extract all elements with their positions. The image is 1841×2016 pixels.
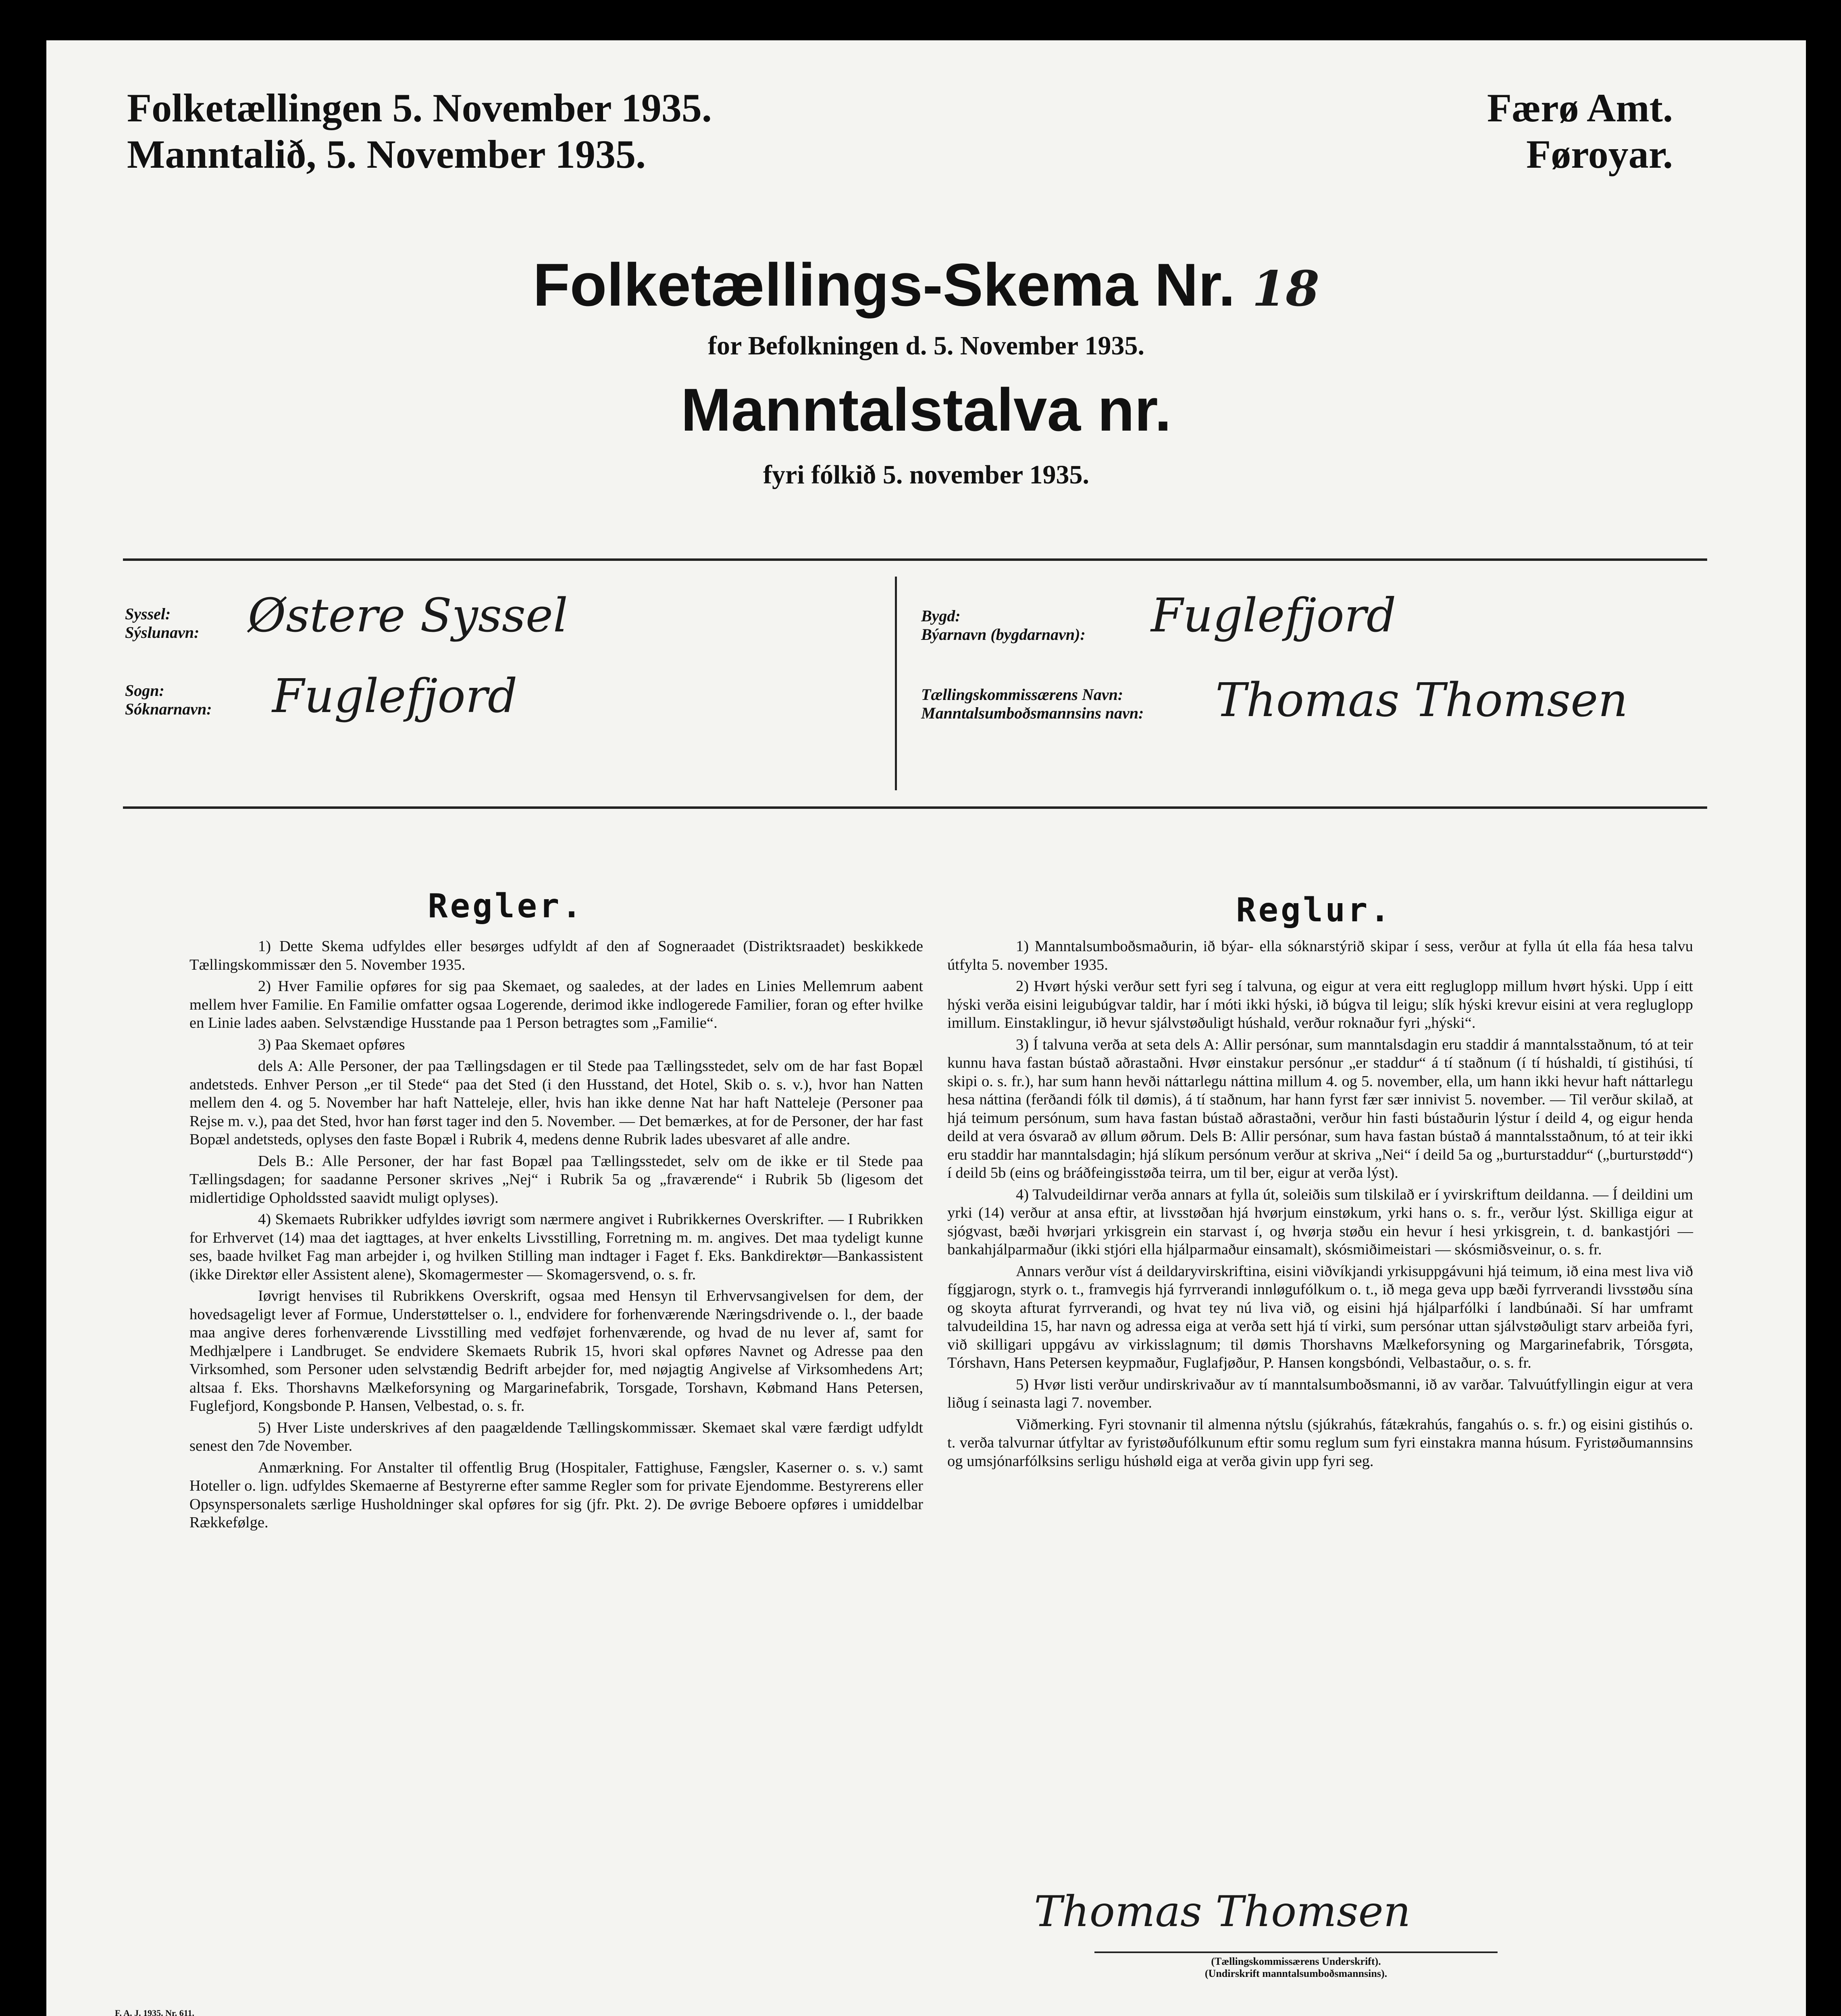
syslunavn-label: Sýslunavn: bbox=[125, 623, 200, 641]
regler-p3: 3) Paa Skemaet opføres bbox=[258, 1036, 405, 1053]
form-title-faroese: Manntalstalva nr. bbox=[680, 376, 1172, 444]
regler-heading: Regler. bbox=[428, 887, 584, 925]
manntal-label: Manntalsumboðsmannsins navn: bbox=[921, 704, 1144, 722]
syssel-label: Syssel: bbox=[125, 605, 171, 623]
reglur-heading: Reglur. bbox=[1236, 891, 1392, 929]
regler-p4: 4) Skemaets Rubrikker udfyldes iøvrigt som nærmere angivet i Rubrikkernes Overskrifter. — I Rubrikken for Erhvervet (14) maa det iagttages, at hver enkelts Livsstilling, Forretning m. m. angives. Det maa tydeligt kunne ses, baade hvilket Fag man arbejder i, og hvilken Stilling man indtager i Faget f. Eks. Bankdirektør—Bankassistent (ikke Direktør eller Assistent alene), Skomagermester — Skomagersvend, o. s. fr. bbox=[189, 1211, 923, 1283]
header-right bbox=[1487, 85, 1673, 177]
rule-bottom bbox=[123, 806, 1707, 809]
signature: Thomas Thomsen bbox=[1034, 1887, 1411, 1936]
bygd-label-block bbox=[921, 607, 1086, 644]
kommissaer-label: Tællingskommissærens Navn: bbox=[921, 685, 1123, 704]
form-subtitle-faroese: fyri fólkið 5. november 1935. bbox=[763, 460, 1090, 489]
syssel-label-block bbox=[125, 605, 200, 642]
regler-p3b: Dels B.: Alle Personer, der har fast Bopæl paa Tællingsstedet, selv om de ikke er til Stede paa Tællingsdagen; for saadanne Personer skrives „Nej“ i Rubrik 5a og „fraværende“ i Rubrik 5b (ligesom det midlertidige Opholdssted saavidt muligt oplyses). bbox=[189, 1152, 923, 1206]
header-right-line1: Færø Amt. bbox=[1487, 85, 1673, 130]
kommissaer-value: Thomas Thomsen bbox=[1215, 673, 1628, 727]
header-left-line2: Manntalið, 5. November 1935. bbox=[127, 132, 646, 177]
regler-column bbox=[189, 937, 923, 1535]
header-left bbox=[127, 85, 712, 177]
reglur-column bbox=[947, 937, 1693, 1474]
reglur-p2: 2) Hvørt hýski verður sett fyri seg í talvuna, og eigur at vera eitt regluglopp millum hvørt hýski. Upp í eitt hýski verða eisini leigubúgvar taldir, har í móti ikki hýski, ið búgva til leigu; slík hýski krevur eisini at vera regluglopp imillum. Einstaklingur, ið hevur sjálvstøðuligt húshald, verður roknaður fyri „hýski“. bbox=[947, 978, 1693, 1031]
rule-top bbox=[123, 558, 1707, 561]
regler-note: Anmærkning. For Anstalter til offentlig Brug (Hospitaler, Fattighuse, Fængsler, Kaserner o. s. v.) samt Hoteller o. lign. udfyldes Skemaerne af Bestyrerne efter samme Regler som for private Ejendomme. Bestyrerens eller Opsynspersonalets særlige Husholdninger skal opføres for sig (jfr. Pkt. 2). De øvrige Beboere opføres i umiddelbar Rækkefølge. bbox=[189, 1459, 923, 1531]
printer-code: F. A. J. 1935. Nr. 611. bbox=[115, 2008, 195, 2016]
sogn-label: Sogn: bbox=[125, 681, 164, 700]
signature-caption bbox=[1094, 1956, 1498, 1980]
sogn-value: Fuglefjord bbox=[272, 669, 518, 723]
reglur-p4: 4) Talvudeildirnar verða annars at fylla út, soleiðis sum tilskilað er í yvirskriftum deildanna. — Í deildini um yrki (14) verður at ansa eftir, at livsstøðan hjá hvørjum einstøkum, yrki hans o. s. fr., verður lýst. Skilliga eigur at sjógvast, bæði hvørjari yrkisgrein ein starvast í, og hvørja støðu ein hevur í hesi yrkisgrein, t. d. bankastjóri — bankahjálparmaður (ikki stjóri ella hjálparmaður einsamalt), skósmiðimeistari — skósmiðsveinur, o. s. fr. bbox=[947, 1186, 1693, 1258]
form-number: 18 bbox=[1252, 260, 1319, 317]
kommissaer-label-block bbox=[921, 685, 1144, 723]
reglur-p4b: Annars verður víst á deildaryvirskriftina, eisini viðvíkjandi yrkisuppgávuni hjá teimum, ið eina mest liva við fíggjarogn, styrk o. t., framvegis hjá fyrrverandi innløgufólkum o. t., ið mega geva upp bæði fyrrverandi livsstøðu sína og skoyta afturat fyrrverandi, og hvat tey nú liva við, og eisini hjá hjálparfólki í landbúnaði. Sí har umframt talvudeildina 15, har navn og adressa eiga at verða sett hjá tí virki, sum persónar uttan sjálvstøðuligt starv arbeiða fyri, við skilligari uppgávu av virkisslagnum; til dømis Thorshavns Mælkeforsyning og Margarinefabrik, Tórsgøta, Tórshavn, Hans Petersen keypmaður, Fuglafjøður, P. Hansen kongsbóndi, Velbastaður, o. s. fr. bbox=[947, 1262, 1693, 1371]
form-title bbox=[46, 250, 1806, 320]
reglur-note: Viðmerking. Fyri stovnanir til almenna nýtslu (sjúkrahús, fátækrahús, fangahús o. s. fr.) og eisini gistihús o. t. verða talvurnar útfyltar av fyristøðufólkunum eftir somu reglum sum fyri einstakra manna húsum. Fyristøðumannsins og umsjónarfólksins serligu húshøld eiga at verða givin upp fyri seg. bbox=[947, 1416, 1693, 1470]
sogn-label-block bbox=[125, 681, 212, 719]
header-right-line2: Føroyar. bbox=[1526, 132, 1673, 177]
byarnavn-label: Býarnavn (bygdarnavn): bbox=[921, 625, 1086, 644]
regler-p4b: Iøvrigt henvises til Rubrikkens Overskrift, ogsaa med Hensyn til Erhvervsangivelsen for dem, der hovedsageligt lever af Formue, Understøttelser o. l., endvidere for forhenværende Næringsdrivende o. l., der baade maa angive deres forhenværende Livsstilling med vedføjet forhenværende, og hvad de nu lever af, samt for Medhjælpere i Landbruget. Se endvidere Skemaets Rubrik 15, hvori skal opføres Navnet og Adresse paa den Virksomhed, som Personer uden selvstændig Bedrift arbejder for, med nøjagtig Angivelse af Virksomhedens Art; altsaa f. Eks. Thorshavns Mælkeforsyning og Margarinefabrik, Torsgade, Torshavn, Købmand Hans Petersen, Fuglefjord, Kongsbonde P. Hansen, Velbestad, o. s. fr. bbox=[189, 1287, 923, 1414]
header-left-line1: Folketællingen 5. November 1935. bbox=[127, 85, 712, 130]
rule-vertical bbox=[895, 577, 897, 790]
regler-p2: 2) Hver Familie opføres for sig paa Skemaet, og saaledes, at der lades en Linies Mellemrum aabent mellem hver Familie. En Familie omfatter ogsaa Logerende, derimod ikke indlogerede Familier, foran og efter hvilke en Linie lades aaben. Selvstændige Husstande paa 1 Person betragtes som „Familie“. bbox=[189, 978, 923, 1031]
regler-p5: 5) Hver Liste underskrives af den paagældende Tællingskommissær. Skemaet skal være færdigt udfyldt senest den 7de November. bbox=[189, 1419, 923, 1454]
signature-caption-danish: (Tællingskommissærens Underskrift). bbox=[1211, 1956, 1381, 1967]
reglur-p1: 1) Manntalsumboðsmaðurin, ið býar- ella sóknarstýrið skipar í sess, verður at fylla út ella fáa hesa talvu útfylta 5. november 1935. bbox=[947, 938, 1693, 973]
form-subtitle: for Befolkningen d. 5. November 1935. bbox=[708, 331, 1144, 360]
soknarnavn-label: Sóknarnavn: bbox=[125, 700, 212, 718]
signature-line bbox=[1094, 1951, 1498, 1953]
regler-p1: 1) Dette Skema udfyldes eller besørges udfyldt af den af Sogneraadet (Distriktsraadet) beskikkede Tællingskommissær den 5. November 1935. bbox=[189, 938, 923, 973]
reglur-p3: 3) Í talvuna verða at seta dels A: Allir persónar, sum manntalsdagin eru staddir á manntalsstaðnum, tó at teir kunnu hava fastan bústað aðrastaðni. Hvør einstakur persónur „er staddur“ á tí staðnum (í tí húshaldi, tí gistihúsi, tí skipi o. s. fr.), har sum hann hevði náttarlegu náttina millum 4. og 5. november, ella, um hann ikki hevur haft náttarlegu hesa náttina (ferðandi fólk til dømis), á tí staðnum, har hann fyrst fær sær innivist 5. november. — Til verður skilað, at hjá teimum persónum, sum hava fastan bústað aðrastaðni, verður hin fasti bústaðurin lýstur í deild 4, og eigur henda deild at vera ósvarað av øllum øðrum. Dels B: Allir persónar, sum hava fastan bústað á manntalsstaðnum, tó at teir ikki eru staddir har manntalsdagin; hjá slíkum persónum verður at skriva „Nei“ í deild 5a og „burturstaddur“ („burturstødd“) í deild 5b (eins og bráðfeingisstøða teirra, um til ber, eigur at verða lýst). bbox=[947, 1036, 1693, 1181]
form-title-text: Folketællings-Skema Nr. bbox=[533, 251, 1236, 319]
signature-caption-faroese: (Undirskrift manntalsumboðsmannsins). bbox=[1204, 1968, 1388, 1979]
census-form-page bbox=[46, 40, 1806, 2016]
syssel-value: Østere Syssel bbox=[248, 589, 568, 643]
bygd-value: Fuglefjord bbox=[1151, 589, 1396, 643]
reglur-p5: 5) Hvør listi verður undirskrivaður av tí manntalsumboðsmanni, ið av varðar. Talvuútfyllingin eigur at vera liðug í seinasta lagi 7. november. bbox=[947, 1376, 1693, 1411]
regler-p3a: dels A: Alle Personer, der paa Tællingsdagen er til Stede paa Tællingsstedet, selv om de har fast Bopæl andetsteds. Enhver Person „er til Stede“ paa det Sted (i den Husstand, det Hotel, Skib o. s. v.), hvor han Natten mellem den 4. og 5. November har haft Natteleje, eller, hvis han ikke denne Nat har haft Natteleje (Personer paa Rejse m. v.), paa det Sted, hvor han først tager ind den 5. November. — Det bemærkes, at for de Personer, der har fast Bopæl andetsteds, oplyses den faste Bopæl i Rubrik 4, medens denne Rubrik lades ubesvaret af alle andre. bbox=[189, 1058, 923, 1148]
bygd-label: Bygd: bbox=[921, 607, 961, 625]
